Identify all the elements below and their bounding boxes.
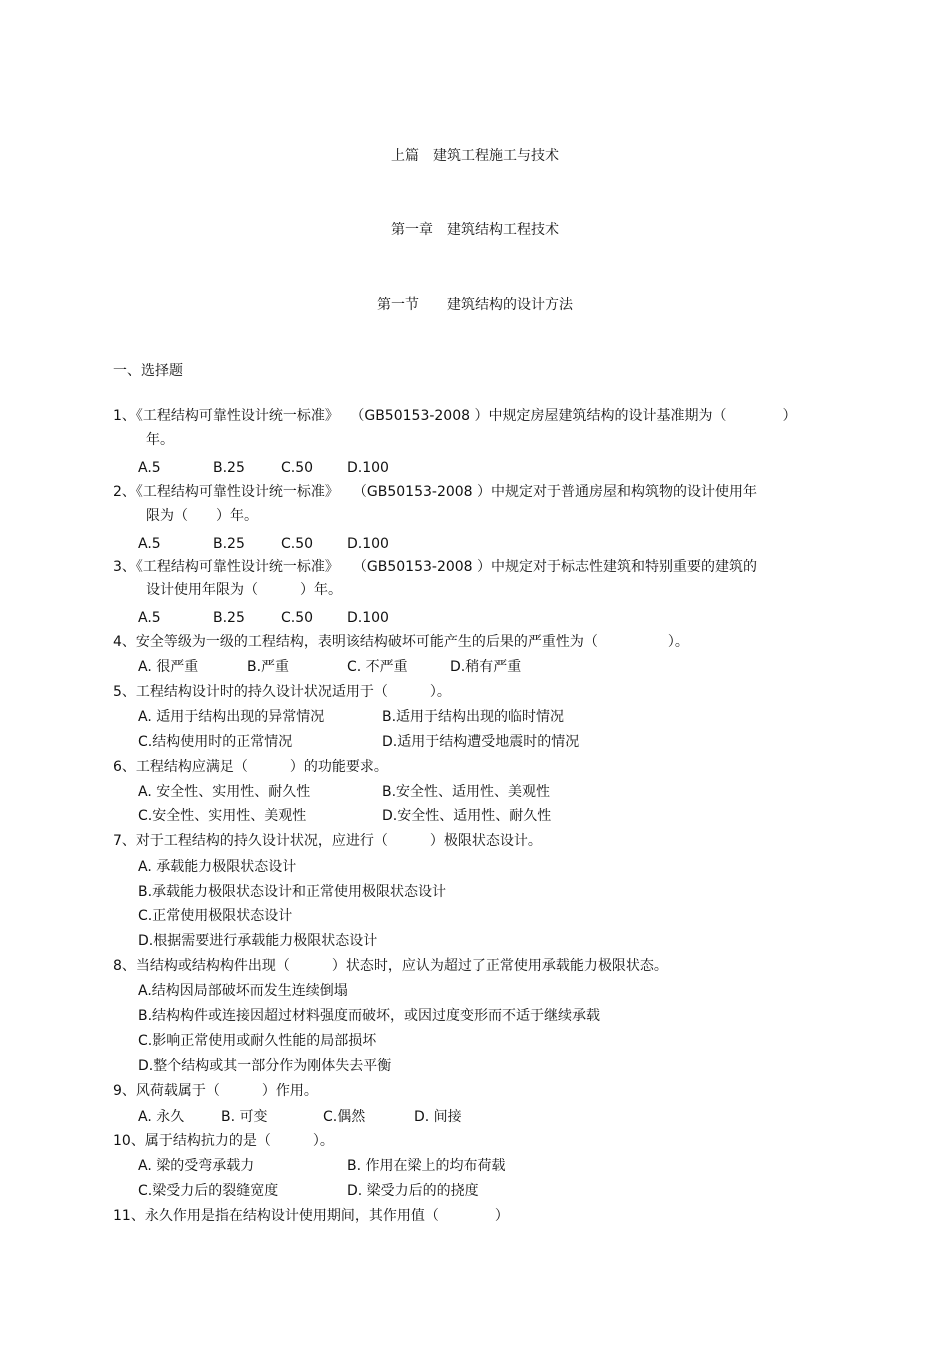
question-6-option-c: C.安全性、实用性、美观性 [138, 808, 307, 824]
question-8-option-c: C.影响正常使用或耐久性能的局部损坏 [138, 1033, 377, 1049]
question-7-line-1: 7、对于工程结构的持久设计状况，应进行（ ）极限状态设计。 [113, 833, 542, 849]
question-7-option-b: B.承载能力极限状态设计和正常使用极限状态设计 [138, 884, 447, 900]
question-3-option-a: A.5 [138, 610, 161, 626]
question-2-option-c: C.50 [281, 536, 314, 552]
question-5-option-a: A. 适用于结构出现的异常情况 [138, 709, 325, 725]
question-4-line-1: 4、安全等级为一级的工程结构，表明该结构破坏可能产生的后果的严重性为（ ）。 [113, 634, 689, 650]
question-1-option-c: C.50 [281, 460, 314, 476]
question-3-line-1: 3、《工程结构可靠性设计统一标准》 （GB50153-2008 ）中规定对于标志性建筑和特别重要的建筑的 [113, 559, 758, 575]
question-5-line-1: 5、工程结构设计时的持久设计状况适用于（ ）。 [113, 684, 451, 700]
question-3-option-c: C.50 [281, 610, 314, 626]
question-7-option-a: A. 承载能力极限状态设计 [138, 859, 297, 875]
question-9-option-c: C.偶然 [323, 1109, 366, 1125]
question-4-option-a: A. 很严重 [138, 659, 199, 675]
question-4-option-d: D.稍有严重 [450, 659, 522, 675]
question-4-option-b: B.严重 [247, 659, 290, 675]
question-3-option-b: B.25 [213, 610, 245, 626]
question-10-option-a: A. 梁的受弯承载力 [138, 1158, 255, 1174]
question-3-option-d: D.100 [347, 610, 389, 626]
question-type-label: 一、选择题 [113, 363, 183, 379]
question-8-line-1: 8、当结构或结构构件出现（ ）状态时，应认为超过了正常使用承载能力极限状态。 [113, 958, 668, 974]
question-3-line-2: 设计使用年限为（ ）年。 [146, 582, 342, 598]
question-1-option-b: B.25 [213, 460, 245, 476]
question-9-option-a: A. 永久 [138, 1109, 185, 1125]
question-6-option-a: A. 安全性、实用性、耐久性 [138, 784, 311, 800]
question-2-option-d: D.100 [347, 536, 389, 552]
question-9-option-d: D. 间接 [414, 1109, 462, 1125]
question-10-option-d: D. 梁受力后的的挠度 [347, 1183, 479, 1199]
question-2-line-2: 限为（ ）年。 [146, 508, 258, 524]
question-11-line-1: 11、永久作用是指在结构设计使用期间，其作用值（ ） [113, 1208, 509, 1224]
question-10-line-1: 10、属于结构抗力的是（ ）。 [113, 1133, 334, 1149]
question-2-option-a: A.5 [138, 536, 161, 552]
question-6-line-1: 6、工程结构应满足（ ）的功能要求。 [113, 759, 388, 775]
question-5-option-c: C.结构使用时的正常情况 [138, 734, 293, 750]
question-10-option-c: C.梁受力后的裂缝宽度 [138, 1183, 279, 1199]
part-heading: 上篇 建筑工程施工与技术 [391, 148, 559, 164]
section-heading: 第一节 建筑结构的设计方法 [377, 297, 573, 313]
question-7-option-d: D.根据需要进行承载能力极限状态设计 [138, 933, 378, 949]
question-8-option-a: A.结构因局部破坏而发生连续倒塌 [138, 983, 348, 999]
question-4-option-c: C. 不严重 [347, 659, 408, 675]
question-5-option-d: D.适用于结构遭受地震时的情况 [382, 734, 580, 750]
question-9-option-b: B. 可变 [221, 1109, 268, 1125]
question-5-option-b: B.适用于结构出现的临时情况 [382, 709, 565, 725]
question-1-line-2: 年。 [146, 432, 174, 448]
chapter-heading: 第一章 建筑结构工程技术 [391, 222, 559, 238]
question-8-option-d: D.整个结构或其一部分作为刚体失去平衡 [138, 1058, 392, 1074]
question-1-option-d: D.100 [347, 460, 389, 476]
question-1-line-1: 1、《工程结构可靠性设计统一标准》 （GB50153-2008 ）中规定房屋建筑结构的设计基准期为（ ） [113, 408, 797, 424]
question-6-option-b: B.安全性、适用性、美观性 [382, 784, 551, 800]
question-1-option-a: A.5 [138, 460, 161, 476]
question-7-option-c: C.正常使用极限状态设计 [138, 908, 293, 924]
question-10-option-b: B. 作用在梁上的均布荷载 [347, 1158, 506, 1174]
question-2-line-1: 2、《工程结构可靠性设计统一标准》 （GB50153-2008 ）中规定对于普通房屋和构筑物的设计使用年 [113, 484, 758, 500]
question-8-option-b: B.结构构件或连接因超过材料强度而破坏，或因过度变形而不适于继续承载 [138, 1008, 601, 1024]
question-9-line-1: 9、风荷载属于（ ）作用。 [113, 1083, 318, 1099]
question-6-option-d: D.安全性、适用性、耐久性 [382, 808, 552, 824]
question-2-option-b: B.25 [213, 536, 245, 552]
